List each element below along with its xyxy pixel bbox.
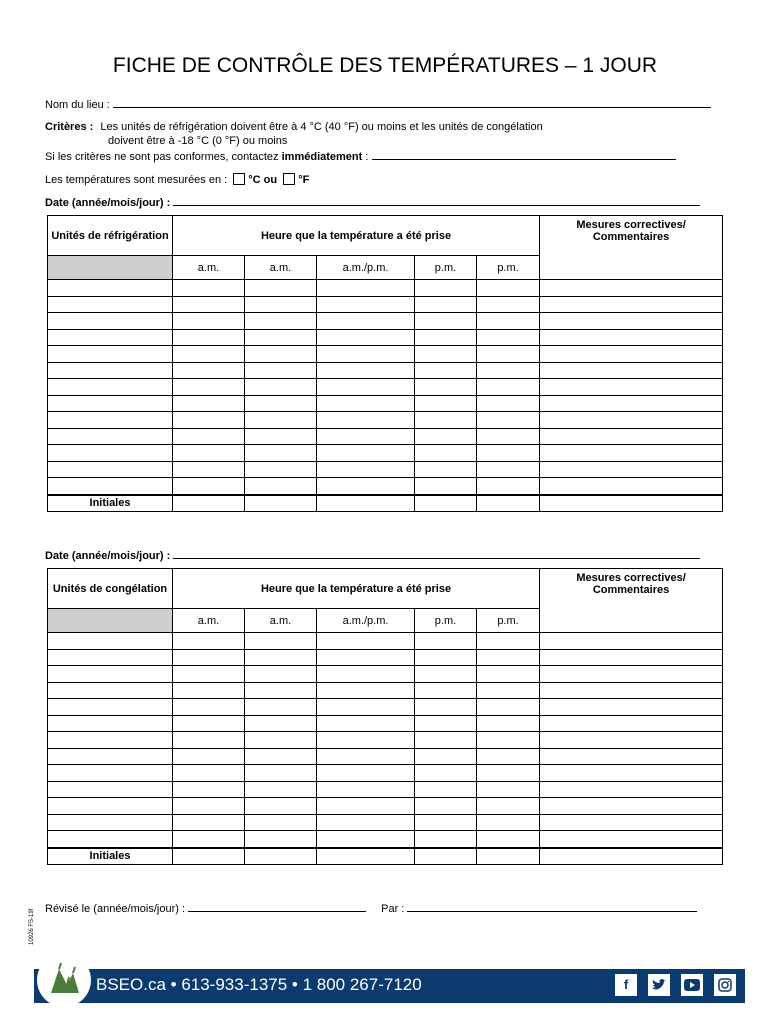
table-cell[interactable]	[317, 346, 415, 363]
table-cell[interactable]	[540, 346, 723, 363]
table-cell[interactable]	[477, 461, 540, 478]
table-cell[interactable]	[317, 362, 415, 379]
document-code: 10926 FS-19f	[29, 908, 35, 945]
page-title: FICHE DE CONTRÔLE DES TEMPÉRATURES – 1 JOUR	[112, 54, 658, 77]
table-cell[interactable]	[173, 313, 245, 330]
table-cell[interactable]	[415, 395, 477, 412]
table-row	[48, 831, 723, 848]
table-cell[interactable]	[477, 715, 540, 732]
table-cell[interactable]	[540, 715, 723, 732]
table-cell[interactable]	[173, 495, 245, 512]
table-cell[interactable]	[477, 649, 540, 666]
table-cell[interactable]	[415, 461, 477, 478]
table-cell[interactable]	[317, 428, 415, 445]
table-cell[interactable]	[540, 495, 723, 512]
table-cell[interactable]	[317, 313, 415, 330]
table-cell[interactable]	[317, 732, 415, 749]
table-cell[interactable]	[245, 461, 317, 478]
table-cell[interactable]	[245, 798, 317, 815]
table-cell[interactable]	[48, 748, 173, 765]
revision-line	[45, 902, 697, 915]
table-row	[48, 379, 723, 396]
table-cell[interactable]	[415, 715, 477, 732]
table-cell[interactable]	[173, 296, 245, 313]
table-cell[interactable]	[317, 831, 415, 848]
table-cell[interactable]	[245, 699, 317, 716]
table-cell[interactable]	[245, 495, 317, 512]
table-cell[interactable]	[245, 715, 317, 732]
table-cell[interactable]	[415, 682, 477, 699]
table-cell[interactable]	[48, 732, 173, 749]
table-cell[interactable]	[477, 848, 540, 865]
table-cell[interactable]	[415, 848, 477, 865]
table-cell[interactable]	[317, 478, 415, 495]
criteres-text-1: Les unités de réfrigération doivent être à 4 °C (40 °F) ou moins et les unités de congélation	[100, 121, 543, 133]
table-cell[interactable]	[245, 633, 317, 650]
table-cell[interactable]	[415, 379, 477, 396]
date-label: Date (année/mois/jour) :	[45, 197, 171, 209]
table-cell[interactable]	[48, 329, 173, 346]
table-cell[interactable]	[415, 699, 477, 716]
freezer-table	[47, 568, 723, 865]
table-cell[interactable]	[317, 329, 415, 346]
table-cell[interactable]	[540, 633, 723, 650]
date-label: Date (année/mois/jour) :	[45, 550, 171, 562]
table-row	[48, 814, 723, 831]
table-cell[interactable]	[173, 666, 245, 683]
table-cell[interactable]	[477, 666, 540, 683]
table-cell[interactable]	[477, 798, 540, 815]
table-row	[48, 296, 723, 313]
table-cell[interactable]	[48, 478, 173, 495]
table-cell[interactable]	[245, 814, 317, 831]
table-cell[interactable]	[317, 649, 415, 666]
table-cell[interactable]	[477, 682, 540, 699]
fahrenheit-checkbox[interactable]	[283, 173, 295, 185]
table-cell[interactable]	[173, 395, 245, 412]
table-row	[48, 395, 723, 412]
table-cell[interactable]	[173, 428, 245, 445]
table-cell[interactable]	[173, 346, 245, 363]
table-cell[interactable]	[540, 412, 723, 429]
footer-contact: BSEO.ca • 613-933-1375 • 1 800 267-7120	[96, 975, 422, 994]
table-cell[interactable]	[173, 412, 245, 429]
table-cell[interactable]	[540, 280, 723, 297]
table-row	[48, 732, 723, 749]
table-cell[interactable]	[415, 412, 477, 429]
par-field[interactable]	[407, 902, 697, 912]
table-cell[interactable]	[477, 699, 540, 716]
table-cell[interactable]	[173, 748, 245, 765]
table-cell[interactable]	[415, 765, 477, 782]
par-label: Par :	[381, 903, 405, 915]
table-row	[48, 362, 723, 379]
table-cell[interactable]	[415, 428, 477, 445]
table-cell[interactable]	[477, 362, 540, 379]
table-cell[interactable]	[415, 814, 477, 831]
table-cell[interactable]	[48, 649, 173, 666]
table-cell[interactable]	[48, 280, 173, 297]
youtube-icon[interactable]	[681, 974, 703, 996]
table-cell[interactable]	[173, 765, 245, 782]
table-cell[interactable]	[415, 633, 477, 650]
contact-field[interactable]	[372, 150, 676, 160]
table-row	[48, 699, 723, 716]
table-cell[interactable]	[317, 395, 415, 412]
table-cell[interactable]	[245, 379, 317, 396]
table-cell[interactable]	[245, 781, 317, 798]
time-column-header: a.m./p.m.	[317, 609, 415, 633]
table-row	[48, 478, 723, 495]
table-cell[interactable]	[317, 798, 415, 815]
table-cell[interactable]	[317, 682, 415, 699]
initiales-label: Initiales	[48, 848, 173, 865]
table-cell[interactable]	[173, 478, 245, 495]
table-cell[interactable]	[317, 495, 415, 512]
criteres-line-1	[45, 121, 543, 133]
table-cell[interactable]	[540, 461, 723, 478]
table-cell[interactable]	[173, 781, 245, 798]
table-cell[interactable]	[245, 296, 317, 313]
table-cell[interactable]	[245, 682, 317, 699]
table-cell[interactable]	[415, 445, 477, 462]
bseo-logo	[37, 953, 91, 1007]
table-cell[interactable]	[245, 428, 317, 445]
table-cell[interactable]	[173, 445, 245, 462]
table-cell[interactable]	[415, 346, 477, 363]
time-column-header: a.m.	[245, 256, 317, 280]
table-cell[interactable]	[477, 478, 540, 495]
table-row	[48, 765, 723, 782]
instagram-icon[interactable]	[714, 974, 736, 996]
table-cell[interactable]	[48, 831, 173, 848]
table-row	[48, 428, 723, 445]
table-cell[interactable]	[48, 395, 173, 412]
date-line-refrigeration	[45, 196, 700, 209]
time-column-header: a.m.	[173, 609, 245, 633]
table-cell[interactable]	[245, 395, 317, 412]
table-cell[interactable]	[415, 781, 477, 798]
facebook-icon[interactable]: f	[615, 974, 637, 996]
twitter-icon[interactable]	[648, 974, 670, 996]
table-cell[interactable]	[540, 848, 723, 865]
table-cell[interactable]	[540, 445, 723, 462]
time-column-header: p.m.	[477, 256, 540, 280]
time-header: Heure que la température a été prise	[173, 569, 540, 609]
table-cell[interactable]	[173, 715, 245, 732]
table-cell[interactable]	[48, 781, 173, 798]
table-cell[interactable]	[245, 765, 317, 782]
table-cell[interactable]	[540, 781, 723, 798]
table-cell[interactable]	[245, 478, 317, 495]
freezer-units-header: Unités de congélation	[48, 569, 173, 609]
table-cell[interactable]	[477, 296, 540, 313]
table-cell[interactable]	[540, 428, 723, 445]
table-cell[interactable]	[477, 346, 540, 363]
table-row	[48, 445, 723, 462]
table-cell[interactable]	[48, 461, 173, 478]
table-cell[interactable]	[477, 445, 540, 462]
table-cell[interactable]	[540, 732, 723, 749]
table-cell[interactable]	[317, 848, 415, 865]
table-cell[interactable]	[477, 379, 540, 396]
table-cell[interactable]	[317, 765, 415, 782]
table-cell[interactable]	[48, 379, 173, 396]
table-cell[interactable]	[415, 495, 477, 512]
table-cell[interactable]	[415, 666, 477, 683]
table-cell[interactable]	[415, 280, 477, 297]
table-cell[interactable]	[48, 412, 173, 429]
table-cell[interactable]	[48, 362, 173, 379]
criteres-line-3	[45, 150, 676, 163]
time-header: Heure que la température a été prise	[173, 216, 540, 256]
table-cell[interactable]	[48, 765, 173, 782]
table-cell[interactable]	[173, 633, 245, 650]
criteres-label: Critères :	[45, 121, 94, 133]
table-cell[interactable]	[540, 379, 723, 396]
table-cell[interactable]	[48, 445, 173, 462]
shaded-cell	[48, 609, 173, 633]
refrigeration-table	[47, 215, 723, 512]
table-cell[interactable]	[540, 395, 723, 412]
table-cell[interactable]	[317, 699, 415, 716]
table-cell[interactable]	[540, 666, 723, 683]
time-column-header: a.m./p.m.	[317, 256, 415, 280]
table-cell[interactable]	[173, 814, 245, 831]
table-cell[interactable]	[317, 445, 415, 462]
table-cell[interactable]	[415, 831, 477, 848]
nom-du-lieu-label: Nom du lieu :	[45, 99, 110, 111]
table-cell[interactable]	[48, 699, 173, 716]
table-row	[48, 781, 723, 798]
table-cell[interactable]	[48, 798, 173, 815]
table-cell[interactable]	[317, 412, 415, 429]
criteres-text-3: Si les critères ne sont pas conformes, contactez	[45, 151, 282, 163]
table-cell[interactable]	[540, 478, 723, 495]
table-cell[interactable]	[245, 346, 317, 363]
table-row	[48, 346, 723, 363]
temperature-units-line	[45, 173, 309, 186]
table-cell[interactable]	[317, 748, 415, 765]
table-row	[48, 666, 723, 683]
date-line-freezer	[45, 549, 700, 562]
table-cell[interactable]	[540, 699, 723, 716]
table-cell[interactable]	[317, 461, 415, 478]
table-cell[interactable]	[48, 633, 173, 650]
table-cell[interactable]	[415, 732, 477, 749]
table-cell[interactable]	[173, 379, 245, 396]
temperature-units-label: Les températures sont mesurées en :	[45, 174, 228, 186]
table-cell[interactable]	[173, 280, 245, 297]
table-cell[interactable]	[477, 765, 540, 782]
table-cell[interactable]	[245, 732, 317, 749]
table-cell[interactable]	[317, 781, 415, 798]
table-cell[interactable]	[173, 649, 245, 666]
table-cell[interactable]	[317, 666, 415, 683]
table-row	[48, 748, 723, 765]
fahrenheit-label: °F	[298, 174, 310, 186]
table-row	[48, 412, 723, 429]
table-cell[interactable]	[48, 313, 173, 330]
table-cell[interactable]	[540, 313, 723, 330]
table-cell[interactable]	[477, 495, 540, 512]
time-column-header: a.m.	[173, 256, 245, 280]
table-cell[interactable]	[415, 649, 477, 666]
nom-du-lieu-line	[45, 98, 711, 111]
table-cell[interactable]	[415, 362, 477, 379]
table-cell[interactable]	[173, 732, 245, 749]
table-cell[interactable]	[245, 445, 317, 462]
table-cell[interactable]	[415, 329, 477, 346]
table-cell[interactable]	[173, 848, 245, 865]
table-cell[interactable]	[540, 362, 723, 379]
table-cell[interactable]	[245, 313, 317, 330]
table-cell[interactable]	[540, 649, 723, 666]
table-cell[interactable]	[173, 798, 245, 815]
table-cell[interactable]	[245, 280, 317, 297]
footer-bar	[34, 969, 745, 1003]
table-cell[interactable]	[540, 329, 723, 346]
table-cell[interactable]	[48, 715, 173, 732]
table-cell[interactable]	[245, 329, 317, 346]
date-field-freezer[interactable]	[173, 549, 700, 559]
table-row	[48, 329, 723, 346]
table-cell[interactable]	[245, 362, 317, 379]
table-cell[interactable]	[173, 461, 245, 478]
shaded-cell	[48, 256, 173, 280]
nom-du-lieu-field[interactable]	[113, 98, 711, 108]
table-cell[interactable]	[48, 296, 173, 313]
comments-header: Mesures correctives/ Commentaires	[540, 216, 723, 280]
table-cell[interactable]	[245, 831, 317, 848]
celsius-label: °C ou	[248, 174, 278, 186]
table-cell[interactable]	[173, 362, 245, 379]
table-cell[interactable]	[477, 428, 540, 445]
table-cell[interactable]	[415, 478, 477, 495]
table-cell[interactable]	[415, 296, 477, 313]
comments-header: Mesures correctives/ Commentaires	[540, 569, 723, 633]
table-cell[interactable]	[477, 313, 540, 330]
table-row	[48, 313, 723, 330]
table-cell[interactable]	[540, 814, 723, 831]
celsius-checkbox[interactable]	[233, 173, 245, 185]
criteres-colon: :	[362, 151, 369, 163]
table-row	[48, 633, 723, 650]
date-field-refrigeration[interactable]	[173, 196, 700, 206]
table-cell[interactable]	[245, 412, 317, 429]
table-cell[interactable]	[245, 666, 317, 683]
table-cell[interactable]	[245, 848, 317, 865]
table-cell[interactable]	[540, 682, 723, 699]
table-row	[48, 798, 723, 815]
table-cell[interactable]	[477, 412, 540, 429]
table-cell[interactable]	[415, 748, 477, 765]
table-cell[interactable]	[477, 781, 540, 798]
table-cell[interactable]	[173, 831, 245, 848]
table-cell[interactable]	[245, 748, 317, 765]
table-cell[interactable]	[415, 313, 477, 330]
table-cell[interactable]	[48, 428, 173, 445]
table-row	[48, 649, 723, 666]
time-column-header: p.m.	[415, 609, 477, 633]
table-cell[interactable]	[317, 814, 415, 831]
time-column-header: p.m.	[415, 256, 477, 280]
table-cell[interactable]	[317, 715, 415, 732]
refrigeration-units-header: Unités de réfrigération	[48, 216, 173, 256]
table-cell[interactable]	[48, 814, 173, 831]
table-cell[interactable]	[245, 649, 317, 666]
table-cell[interactable]	[48, 346, 173, 363]
revised-date-field[interactable]	[188, 902, 366, 912]
table-row	[48, 682, 723, 699]
revised-label: Révisé le (année/mois/jour) :	[45, 903, 186, 915]
table-cell[interactable]	[540, 831, 723, 848]
table-cell[interactable]	[317, 379, 415, 396]
criteres-immediatement: immédiatement	[281, 151, 363, 163]
table-cell[interactable]	[415, 798, 477, 815]
table-cell[interactable]	[477, 633, 540, 650]
criteres-text-2: doivent être à -18 °C (0 °F) ou moins	[108, 135, 288, 147]
time-column-header: p.m.	[477, 609, 540, 633]
table-cell[interactable]	[317, 296, 415, 313]
time-column-header: a.m.	[245, 609, 317, 633]
table-cell[interactable]	[477, 814, 540, 831]
table-cell[interactable]	[477, 732, 540, 749]
table-cell[interactable]	[540, 798, 723, 815]
initiales-label: Initiales	[48, 495, 173, 512]
table-cell[interactable]	[317, 633, 415, 650]
table-cell[interactable]	[477, 329, 540, 346]
table-cell[interactable]	[540, 765, 723, 782]
table-cell[interactable]	[477, 395, 540, 412]
table-cell[interactable]	[477, 748, 540, 765]
table-cell[interactable]	[540, 296, 723, 313]
table-cell[interactable]	[48, 682, 173, 699]
table-cell[interactable]	[48, 666, 173, 683]
table-cell[interactable]	[317, 280, 415, 297]
table-cell[interactable]	[173, 699, 245, 716]
table-cell[interactable]	[173, 329, 245, 346]
table-row	[48, 280, 723, 297]
table-cell[interactable]	[173, 682, 245, 699]
table-cell[interactable]	[540, 748, 723, 765]
table-cell[interactable]	[477, 831, 540, 848]
table-cell[interactable]	[477, 280, 540, 297]
table-row	[48, 715, 723, 732]
table-row	[48, 461, 723, 478]
